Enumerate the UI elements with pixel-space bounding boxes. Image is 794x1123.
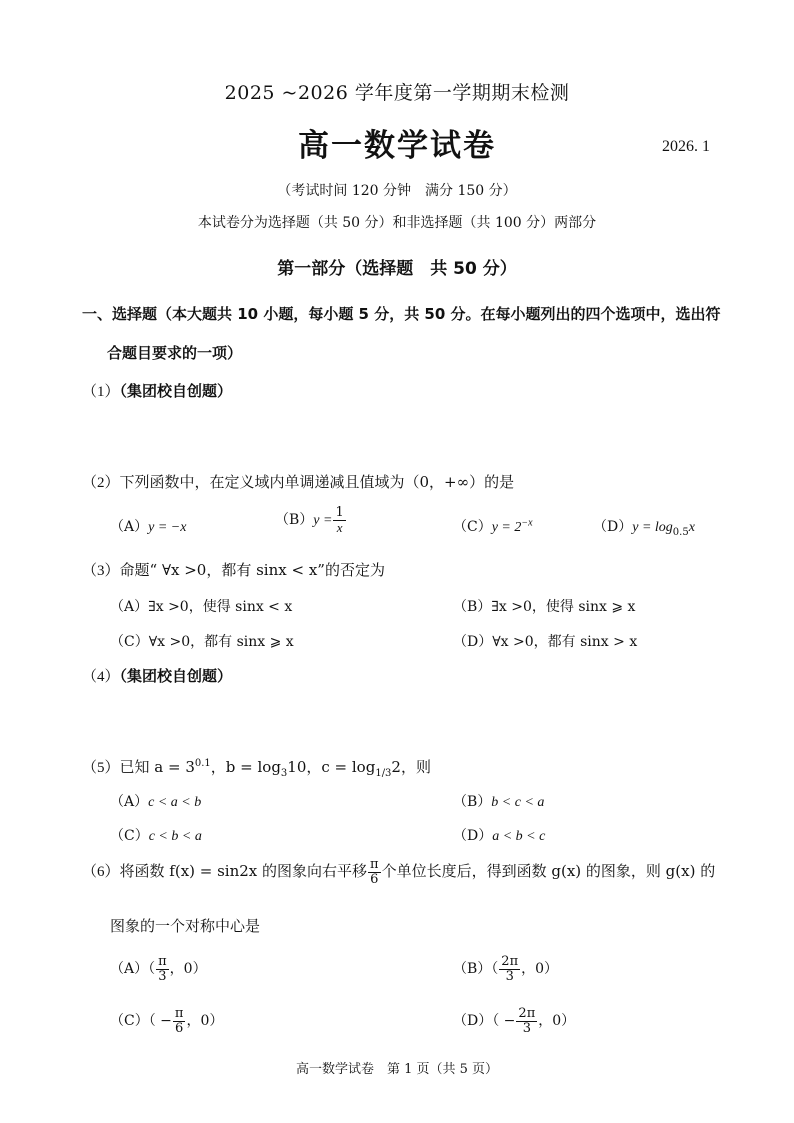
denominator: x [336, 519, 343, 535]
denominator: 3 [158, 968, 167, 984]
numerator: 2π [501, 954, 519, 969]
option-label: （A） [110, 599, 149, 615]
fraction [156, 955, 169, 983]
option-text: c < a < b [148, 795, 202, 810]
log-base: 3 [280, 768, 288, 779]
q5-option-d [453, 825, 545, 845]
fraction [368, 858, 381, 886]
section-heading: 一、选择题（本大题共 10 小题，每小题 5 分，共 50 分。在每小题列出的四个选项中，选出符 [82, 305, 721, 323]
numerator: π [174, 1006, 184, 1021]
option-label: （A） [110, 519, 149, 535]
numerator: 1 [335, 505, 344, 520]
question-text: 命题“ ∀x >0，都有 sinx < x”的否定为 [119, 561, 385, 579]
option-text: b < c < a [491, 795, 545, 810]
question-number: （4） [82, 669, 120, 685]
numerator: 2π [518, 1006, 536, 1021]
question-number: （6） [82, 864, 120, 881]
question-4 [82, 665, 232, 686]
option-label: （B） [453, 599, 492, 615]
option-text: y = 2 [491, 520, 522, 535]
option-text: （ [491, 961, 499, 978]
question-number: （2） [82, 475, 120, 491]
exam-info: （考试时间 120 分钟 满分 150 分） [277, 183, 517, 199]
question-text: 个单位长度后，得到函数 g(x) 的图象，则 g(x) 的 [381, 862, 716, 881]
q6-option-a [110, 955, 207, 983]
exam-title: 高一数学试卷 [298, 128, 496, 164]
q6-option-c [110, 1007, 223, 1035]
q3-option-c [110, 631, 294, 651]
q5-option-b [453, 791, 544, 811]
q3-option-b [453, 596, 635, 616]
option-text: ∃x >0，使得 sinx < x [148, 599, 293, 615]
option-text: ，0） [186, 1013, 224, 1030]
question-2 [82, 471, 514, 492]
question-text: 将函数 f(x) = sin2x 的图象向右平移 [119, 862, 368, 881]
q6-option-d [453, 1007, 575, 1035]
question-number: （3） [82, 563, 120, 579]
option-text: ，0） [169, 961, 207, 978]
option-label: （C） [110, 1013, 149, 1030]
denominator: 3 [505, 968, 514, 984]
q2-option-a [110, 516, 186, 536]
question-text: （集团校自创题） [119, 382, 233, 400]
q5-option-c [110, 825, 202, 845]
question-number: （1） [82, 384, 120, 400]
log-argument: x [688, 520, 695, 535]
option-label: （B） [453, 794, 492, 810]
option-text: y = [313, 513, 333, 529]
option-label: （C） [110, 828, 149, 844]
question-1 [82, 380, 232, 401]
q3-option-d [453, 631, 637, 651]
exam-subtitle: 2025 ~2026 学年度第一学期期末检测 [224, 82, 570, 104]
option-text: （ [148, 961, 156, 978]
q6-option-b [453, 955, 558, 983]
option-text: ，0） [538, 1013, 576, 1030]
section-heading-cont: 合题目要求的一项） [107, 344, 243, 362]
option-label: （B） [453, 961, 492, 978]
option-label: （B） [275, 512, 314, 529]
denominator: 3 [522, 1020, 531, 1036]
option-text: a < b < c [492, 829, 546, 844]
fraction [499, 955, 520, 983]
question-3 [82, 559, 385, 580]
numerator: π [370, 857, 379, 872]
q2-option-d [593, 516, 695, 538]
option-label: （D） [453, 1013, 493, 1030]
numerator: π [158, 954, 167, 969]
denominator: 6 [370, 871, 379, 887]
question-6-cont: 图象的一个对称中心是 [110, 917, 261, 935]
question-text: 10，c = log [287, 758, 376, 776]
q2-option-b [275, 506, 347, 534]
q2-option-c [453, 516, 533, 536]
exam-date: 2026. 1 [662, 138, 710, 155]
option-label: （C） [453, 519, 492, 535]
question-text: （集团校自创题） [119, 667, 233, 685]
option-label: （D） [593, 519, 633, 535]
fraction [333, 506, 345, 534]
exponent: −x [521, 517, 533, 529]
question-5 [82, 756, 431, 779]
option-text: ∃x >0，使得 sinx ⩾ x [491, 599, 636, 615]
question-6 [82, 858, 715, 886]
question-text: 下列函数中，在定义域内单调递减且值域为（0，+∞）的是 [119, 473, 515, 491]
option-label: （A） [110, 794, 149, 810]
option-text: （ − [492, 1013, 516, 1030]
question-text: 2，则 [391, 758, 431, 776]
q5-option-a [110, 791, 201, 811]
exponent: 0.1 [194, 758, 211, 769]
option-text: ∀x >0，都有 sinx > x [492, 634, 638, 650]
option-text: ∀x >0，都有 sinx ⩾ x [148, 634, 294, 650]
option-label: （A） [110, 961, 149, 978]
denominator: 6 [175, 1020, 184, 1036]
option-text: y = −x [148, 520, 187, 535]
page-footer: 高一数学试卷 第 1 页（共 5 页） [295, 1062, 499, 1077]
part-one-title: 第一部分（选择题 共 50 分） [277, 259, 517, 279]
exam-parts-description: 本试卷分为选择题（共 50 分）和非选择题（共 100 分）两部分 [197, 215, 597, 231]
option-text: y = log [632, 520, 673, 535]
option-text: （ − [148, 1013, 172, 1030]
q3-option-a [110, 596, 292, 616]
fraction [516, 1007, 537, 1035]
option-label: （C） [110, 634, 149, 650]
option-label: （D） [453, 828, 493, 844]
question-text: ，b = log [210, 758, 281, 776]
fraction [173, 1007, 186, 1035]
option-label: （D） [453, 634, 493, 650]
question-number: （5） [82, 760, 120, 776]
option-text: ，0） [521, 961, 559, 978]
log-base: 1/3 [375, 768, 392, 779]
log-base: 0.5 [672, 526, 689, 538]
option-text: c < b < a [148, 829, 202, 844]
question-text: 已知 a = 3 [119, 758, 195, 776]
